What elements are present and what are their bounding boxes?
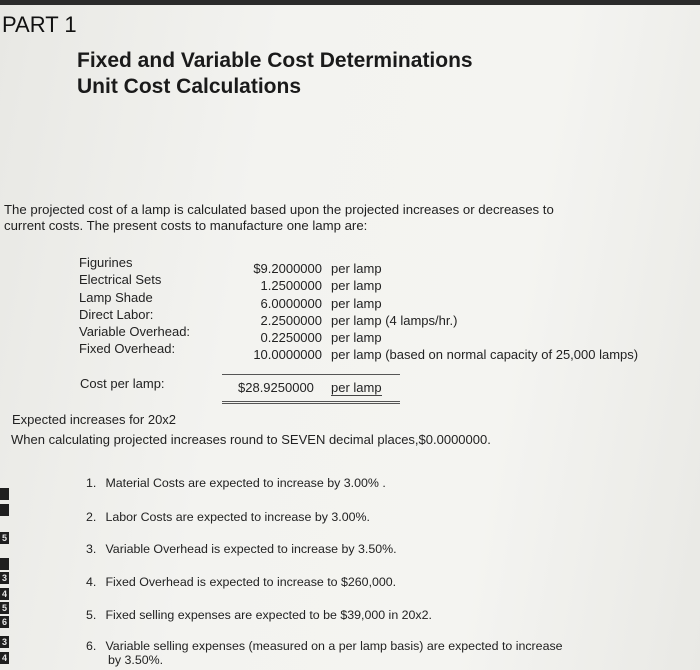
edge-marker: 4	[1, 589, 7, 599]
intro-line-1: The projected cost of a lamp is calculated based upon the projected increases or decreases to	[4, 202, 554, 217]
expected-increases-heading: Expected increases for 20x2	[12, 412, 177, 427]
list-item-text: Labor Costs are expected to increase by 3.00%.	[105, 510, 370, 524]
list-item	[86, 476, 386, 490]
left-edge-strip	[0, 482, 8, 670]
cost-label: Fixed Overhead:	[79, 341, 176, 357]
cost-label: Direct Labor:	[79, 306, 154, 322]
cost-label: Electrical Sets	[79, 272, 162, 288]
cost-label: Lamp Shade	[79, 289, 153, 305]
list-item	[86, 575, 396, 589]
list-item-text: Fixed selling expenses are expected to be $39,000 in 20x2.	[105, 608, 432, 622]
list-item-text: Material Costs are expected to increase by 3.00% .	[105, 476, 386, 490]
rounding-instruction: When calculating projected increases round to SEVEN decimal places,$0.0000000.	[11, 432, 491, 447]
intro-line-2: current costs. The present costs to manufacture one lamp are:	[4, 218, 368, 233]
cost-unit: per lamp	[331, 261, 382, 276]
cost-value: 2.2500000	[260, 312, 322, 328]
total-cost-value: $28.9250000	[238, 380, 314, 395]
list-item-text: Variable selling expenses (measured on a per lamp basis) are expected to increase	[105, 639, 563, 653]
cost-value: 1.2500000	[260, 278, 322, 294]
list-item-number: 2.	[86, 510, 97, 524]
list-item-text: Variable Overhead is expected to increase by 3.50%.	[105, 542, 397, 556]
title-line-1: Fixed and Variable Cost Determinations	[77, 49, 473, 72]
list-item-text: Fixed Overhead is expected to increase to $260,000.	[105, 575, 397, 589]
cost-label: Variable Overhead:	[79, 324, 191, 340]
cost-unit: per lamp (based on normal capacity of 25,000 lamps)	[331, 347, 639, 363]
top-edge-bar	[0, 0, 700, 5]
cost-units	[331, 260, 638, 364]
edge-marker: 3	[1, 637, 7, 647]
cost-unit: per lamp	[331, 330, 382, 346]
list-item	[86, 639, 563, 667]
cost-value: 0.2250000	[260, 330, 322, 346]
list-item	[86, 510, 370, 524]
list-item-continuation: by 3.50%.	[108, 653, 164, 667]
cost-value: $9.2000000	[253, 261, 322, 276]
cost-labels	[79, 254, 190, 358]
list-item-number: 4.	[86, 575, 97, 589]
list-item	[86, 542, 397, 556]
total-cost-label: Cost per lamp:	[80, 376, 165, 391]
total-cost-unit: per lamp	[331, 380, 382, 395]
cost-unit: per lamp	[331, 278, 382, 294]
list-item	[86, 608, 432, 622]
edge-marker	[0, 488, 9, 500]
list-item-number: 1.	[86, 476, 97, 490]
cost-label: Figurines	[79, 255, 133, 270]
cost-unit: per lamp (4 lamps/hr.)	[331, 312, 458, 328]
list-item-number: 3.	[86, 542, 97, 556]
cost-value: 6.0000000	[260, 295, 322, 311]
intro-paragraph	[4, 202, 644, 234]
cost-unit: per lamp	[331, 295, 382, 311]
list-item-number: 6.	[86, 639, 97, 653]
cost-value: 10.0000000	[253, 347, 322, 363]
list-item-number: 5.	[86, 608, 97, 622]
edge-marker: 4	[1, 653, 7, 663]
edge-marker: 5	[1, 603, 7, 613]
edge-marker: 5	[1, 533, 7, 543]
title-line-2: Unit Cost Calculations	[77, 75, 302, 98]
part-heading: PART 1	[2, 12, 77, 37]
cost-values	[222, 260, 322, 364]
edge-marker	[0, 558, 9, 570]
edge-marker: 6	[1, 617, 7, 627]
edge-marker: 3	[1, 573, 7, 583]
edge-marker	[0, 504, 9, 516]
